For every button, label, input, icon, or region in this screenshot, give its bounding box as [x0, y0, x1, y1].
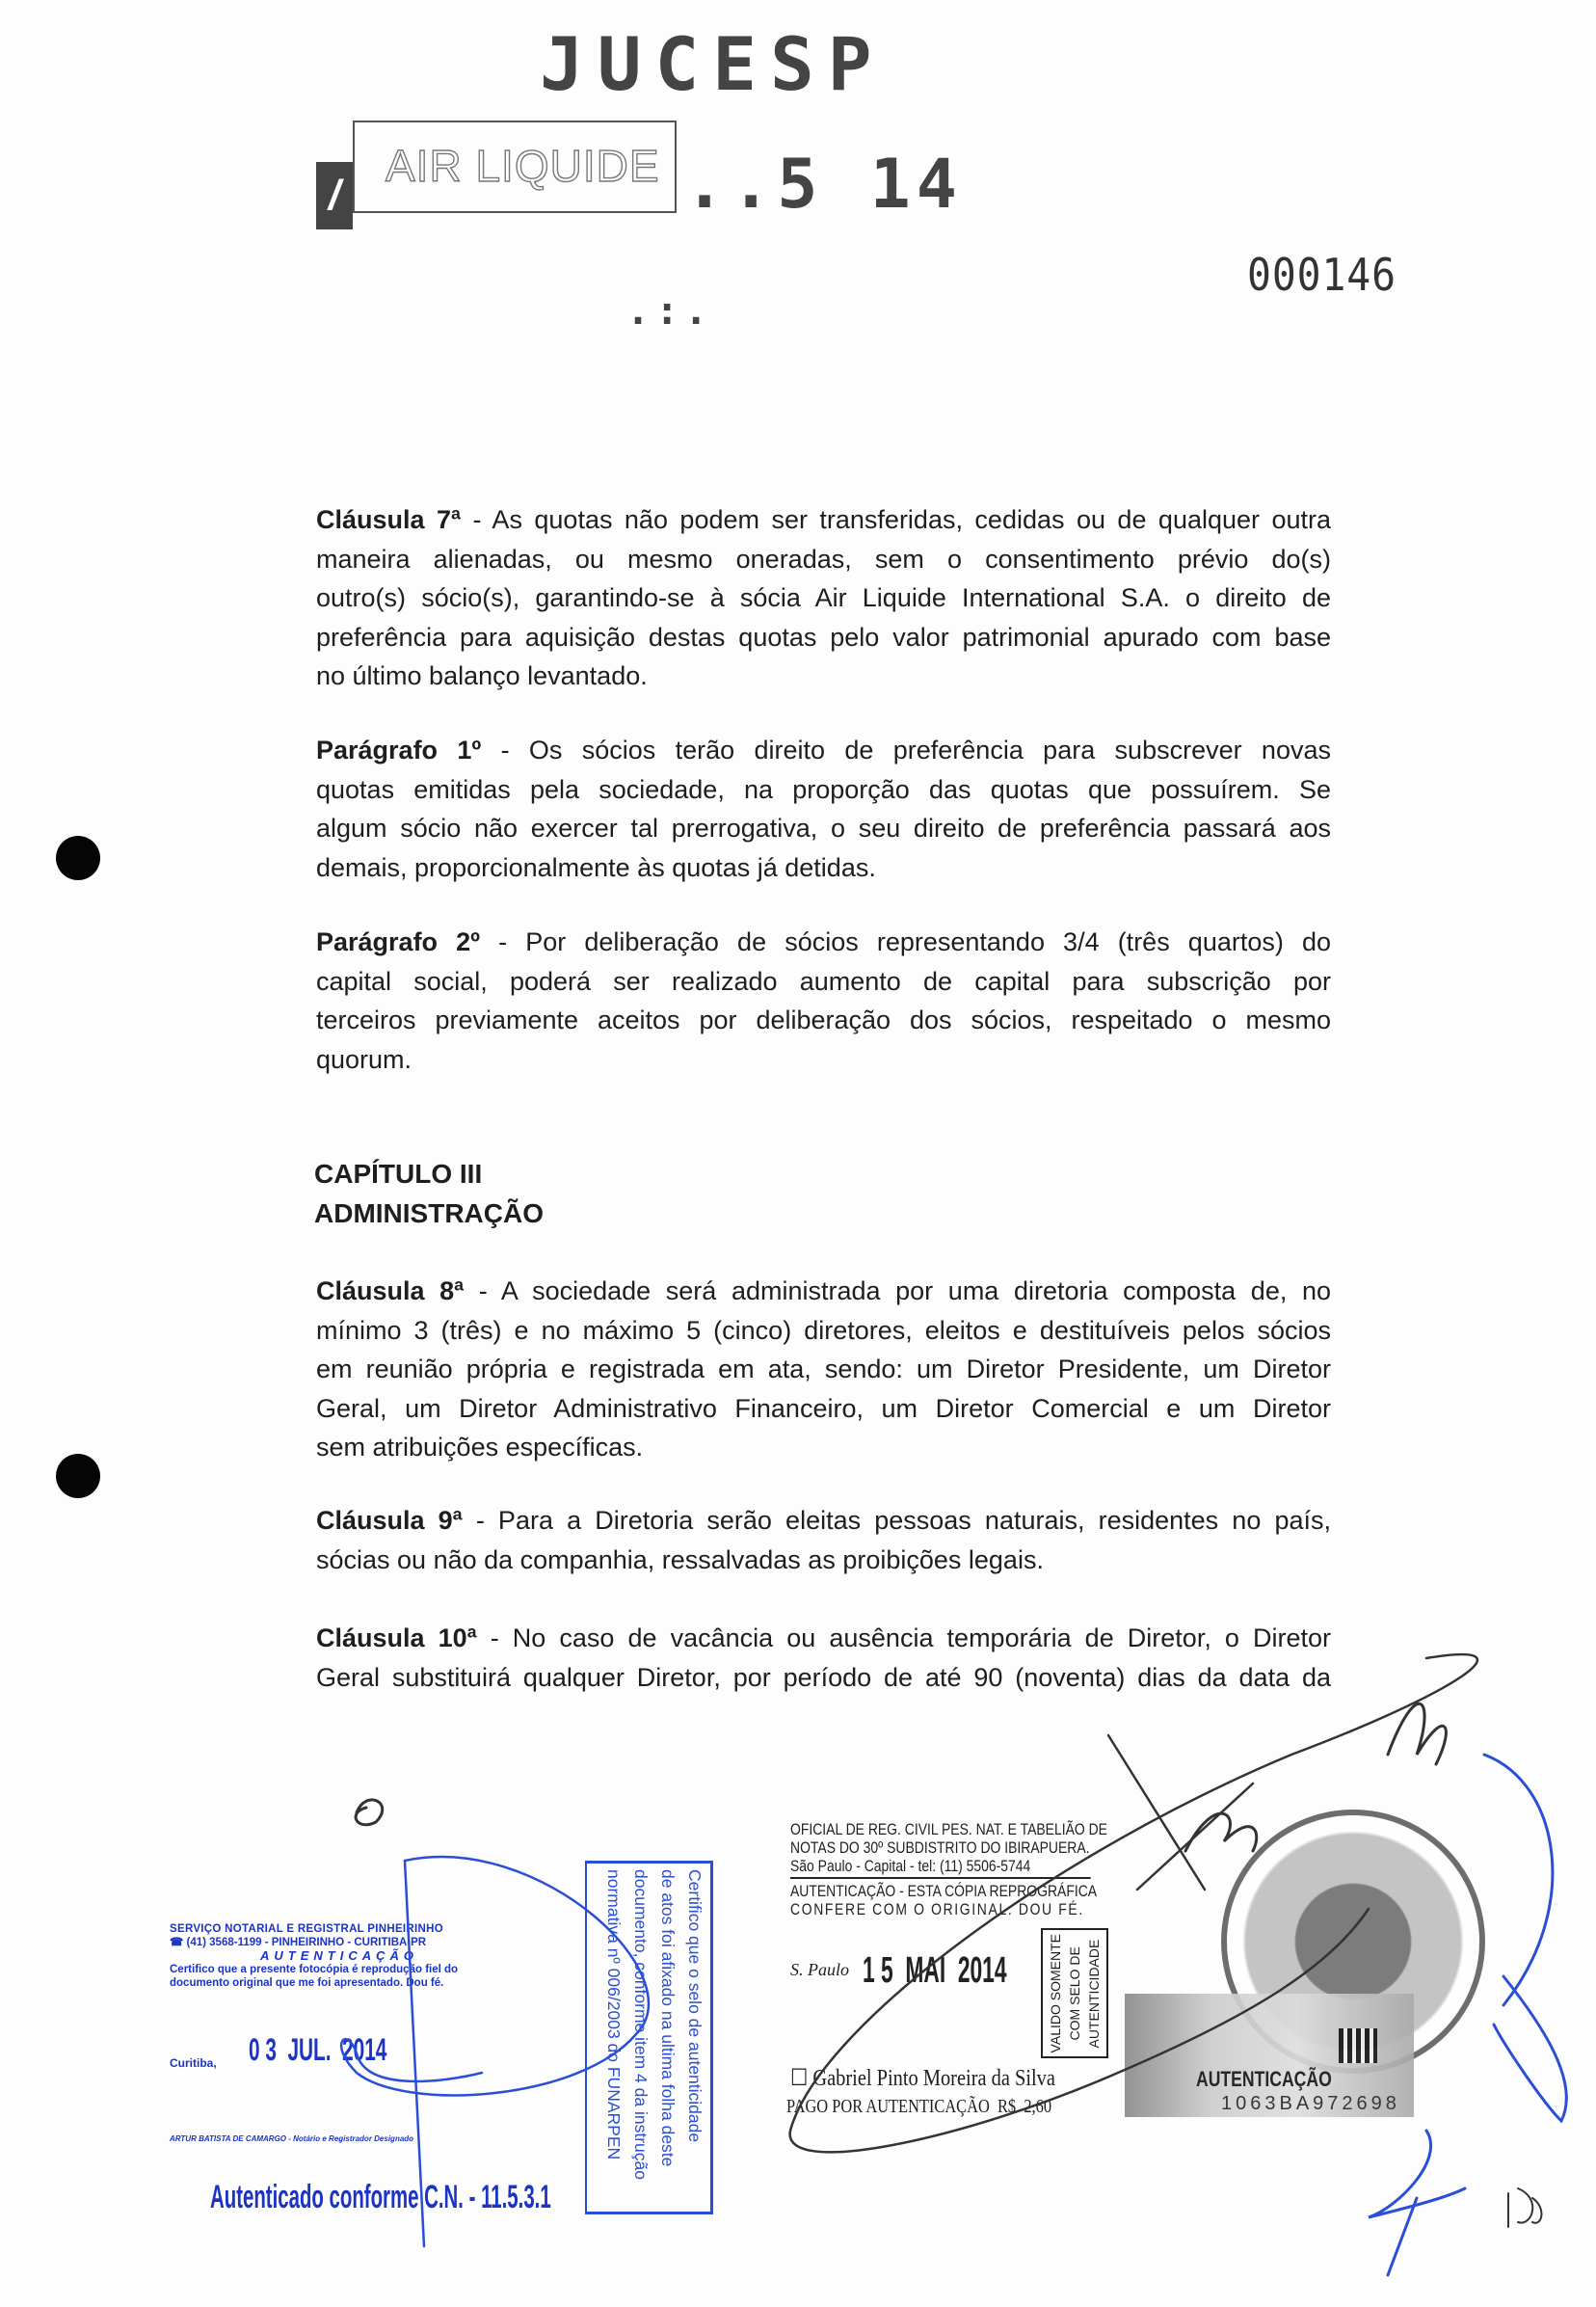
stamp-footer: Autenticado conforme C.N. - 11.5.3.1 — [210, 2179, 551, 2215]
right-authentication-stamp — [790, 1820, 1107, 1918]
stamp-date: 0 3 JUL. 2014 — [249, 2032, 387, 2067]
authentication-fee: PAGO POR AUTENTICAÇÃO R$ 2,60 — [786, 2096, 1052, 2117]
stamp-city: Curitiba, — [170, 2056, 217, 2070]
paragraph-line: algum sócio não exercer tal prerrogativa, o seu direito de preferência passará aos — [316, 814, 1331, 844]
clause-paragraph — [316, 500, 1331, 696]
stamp-date: 1 5 MAI 2014 — [863, 1950, 1007, 1991]
paragraph-line — [316, 1501, 1331, 1541]
clause-text: - Os sócios terão direito de preferência para subscrever novas — [481, 736, 1331, 765]
paragraph-line: preferência para aquisição destas quotas pelo valor patrimonial apurado com base — [316, 622, 1331, 652]
clause-lead: Parágrafo 2º — [316, 927, 481, 956]
clause-paragraph — [316, 731, 1331, 887]
signature-left — [356, 1800, 383, 1825]
clause-paragraph — [316, 1619, 1331, 1697]
page-number: 000146 — [1247, 249, 1396, 301]
stamp-title: AUTENTICAÇÃO — [260, 1948, 418, 1963]
paragraph-line: sócias ou não da companhia, ressalvadas as proibições legais. — [316, 1544, 1044, 1574]
seal-code: 1063BA972698 — [1221, 2093, 1400, 2114]
paragraph-line: em reunião própria e registrada em ata, sendo: um Diretor Presidente, um Diretor — [316, 1355, 1331, 1384]
paragraph-line: Geral, um Diretor Administrativo Financeiro, um Diretor Comercial e um Diretor — [316, 1393, 1331, 1423]
clause-text: - A sociedade será administrada por uma diretoria composta de, no — [464, 1276, 1331, 1305]
clause-lead: Parágrafo 1º — [316, 736, 482, 765]
logo-mark-icon: / — [316, 162, 353, 229]
stamp-city: S. Paulo — [790, 1960, 849, 1979]
qr-code-icon — [1339, 2028, 1377, 2063]
paragraph-line: mínimo 3 (três) e no máximo 5 (cinco) diretores, eleitos e destituíveis pelos sócios — [316, 1315, 1331, 1345]
stamp-phone: ☎ (41) 3568-1199 - PINHEIRINHO - CURITIBA-PR — [170, 1937, 427, 1948]
paragraph-line: capital social, poderá ser realizado aumento de capital para subscrição por — [316, 966, 1331, 996]
clause-lead: Cláusula 9ª — [316, 1506, 463, 1535]
paragraph-line: terceiros previamente aceitos por deliberação dos sócios, respeitado o mesmo — [316, 1006, 1331, 1035]
clause-paragraph — [316, 1272, 1331, 1467]
stamp-body: Certifico que a presente fotocópia é reprodução fiel do documento original que me foi apresentado. Dou fé. — [170, 1964, 459, 1989]
chapter-title: CAPÍTULO III — [314, 1159, 483, 1189]
paragraph-line — [316, 500, 1331, 540]
stamp-signatory: ARTUR BATISTA DE CAMARGO - Notário e Registrador Designado — [170, 2134, 414, 2143]
validity-line: COM SELO DE — [1067, 1946, 1082, 2041]
paragraph-line — [316, 923, 1331, 962]
punch-hole — [56, 1454, 100, 1498]
chapter-subtitle: ADMINISTRAÇÃO — [314, 1198, 544, 1228]
stamp-line: São Paulo - Capital - tel: (11) 5506-5744 — [790, 1857, 1091, 1879]
clause-text: - Por deliberação de sócios representando 3/4 (três quartos) do — [480, 927, 1331, 956]
logo-text: AIR LIQUIDE — [386, 141, 660, 191]
validity-line: AUTENTICIDADE — [1086, 1939, 1102, 2049]
signature-right-x — [1108, 1735, 1253, 1890]
clause-lead: Cláusula 7ª — [316, 505, 462, 534]
certificate-line: documento, conforme item 4 da instrução — [631, 1869, 651, 2180]
clause-paragraph — [316, 1501, 1331, 1579]
clause-lead: Cláusula 8ª — [316, 1276, 465, 1305]
signature-far-right — [1388, 1703, 1446, 1764]
initials-black — [1508, 2188, 1541, 2227]
stamp-line: AUTENTICAÇÃO - ESTA CÓPIA REPROGRÁFICA — [790, 1882, 1098, 1900]
paragraph-line — [316, 731, 1331, 770]
stamp-office: SERVIÇO NOTARIAL E REGISTRAL PINHEIRINHO — [170, 1923, 443, 1935]
company-logo — [316, 121, 675, 231]
paragraph-line: maneira alienadas, ou mesmo oneradas, sem o consentimento prévio do(s) — [316, 544, 1331, 574]
validity-line: VALIDO SOMENTE — [1048, 1934, 1063, 2053]
paragraph-line: demais, proporcionalmente às quotas já detidas. — [316, 852, 876, 882]
seal-label: AUTENTICAÇÃO — [1196, 2067, 1332, 2091]
punch-hole — [56, 836, 100, 880]
paragraph-line: Geral substituirá qualquer Diretor, por período de até 90 (noventa) dias da data da — [316, 1662, 1331, 1692]
paragraph-line — [316, 1272, 1331, 1311]
clause-lead: Cláusula 10ª — [316, 1623, 477, 1652]
perforation-number: ..5 14 — [684, 145, 963, 224]
clause-paragraph — [316, 923, 1331, 1079]
paragraph-line: no último balanço levantado. — [316, 661, 648, 691]
funarpen-certificate-box — [585, 1861, 713, 2214]
paragraph-line: quorum. — [316, 1044, 412, 1074]
perforation-mark: .:. — [626, 289, 714, 334]
initials-blue — [1369, 2131, 1465, 2275]
stamp-line: CONFERE COM O ORIGINAL. DOU FÉ. — [790, 1900, 1084, 1918]
certificate-line: normativa nº 006/2003 do FUNARPEN — [604, 1869, 624, 2160]
paragraph-line: outro(s) sócio(s), garantindo-se à sócia Air Liquide International S.A. o direito de — [316, 583, 1331, 613]
paragraph-line: sem atribuições específicas. — [316, 1433, 644, 1462]
registry-perforation: JUCESP — [540, 21, 886, 107]
authenticity-seal — [1125, 1994, 1414, 2117]
left-authentication-stamp — [170, 1922, 509, 1990]
stamp-line: OFICIAL DE REG. CIVIL PES. NAT. E TABELIÃO DE — [790, 1820, 1107, 1838]
stamp-line: NOTAS DO 30º SUBDISTRITO DO IBIRAPUERA. — [790, 1838, 1090, 1857]
notary-name: ☐ Gabriel Pinto Moreira da Silva — [790, 2066, 1055, 2091]
signature-right-mark — [1185, 1813, 1257, 1851]
validity-box — [1041, 1928, 1108, 2058]
clause-text: - No caso de vacância ou ausência temporária de Diretor, o Diretor — [476, 1623, 1331, 1652]
certificate-line: de atos foi afixado na ultima folha deste — [658, 1869, 678, 2167]
clause-text: - Para a Diretoria serão eleitas pessoas naturais, residentes no país, — [462, 1506, 1331, 1535]
certificate-line: Certifico que o selo de autenticidade — [685, 1869, 705, 2143]
clause-text: - As quotas não podem ser transferidas, cedidas ou de qualquer outra — [461, 505, 1331, 534]
signature-blue-arc — [1484, 1755, 1566, 2121]
paragraph-line: quotas emitidas pela sociedade, na proporção das quotas que possuírem. Se — [316, 774, 1331, 804]
paragraph-line — [316, 1619, 1331, 1658]
